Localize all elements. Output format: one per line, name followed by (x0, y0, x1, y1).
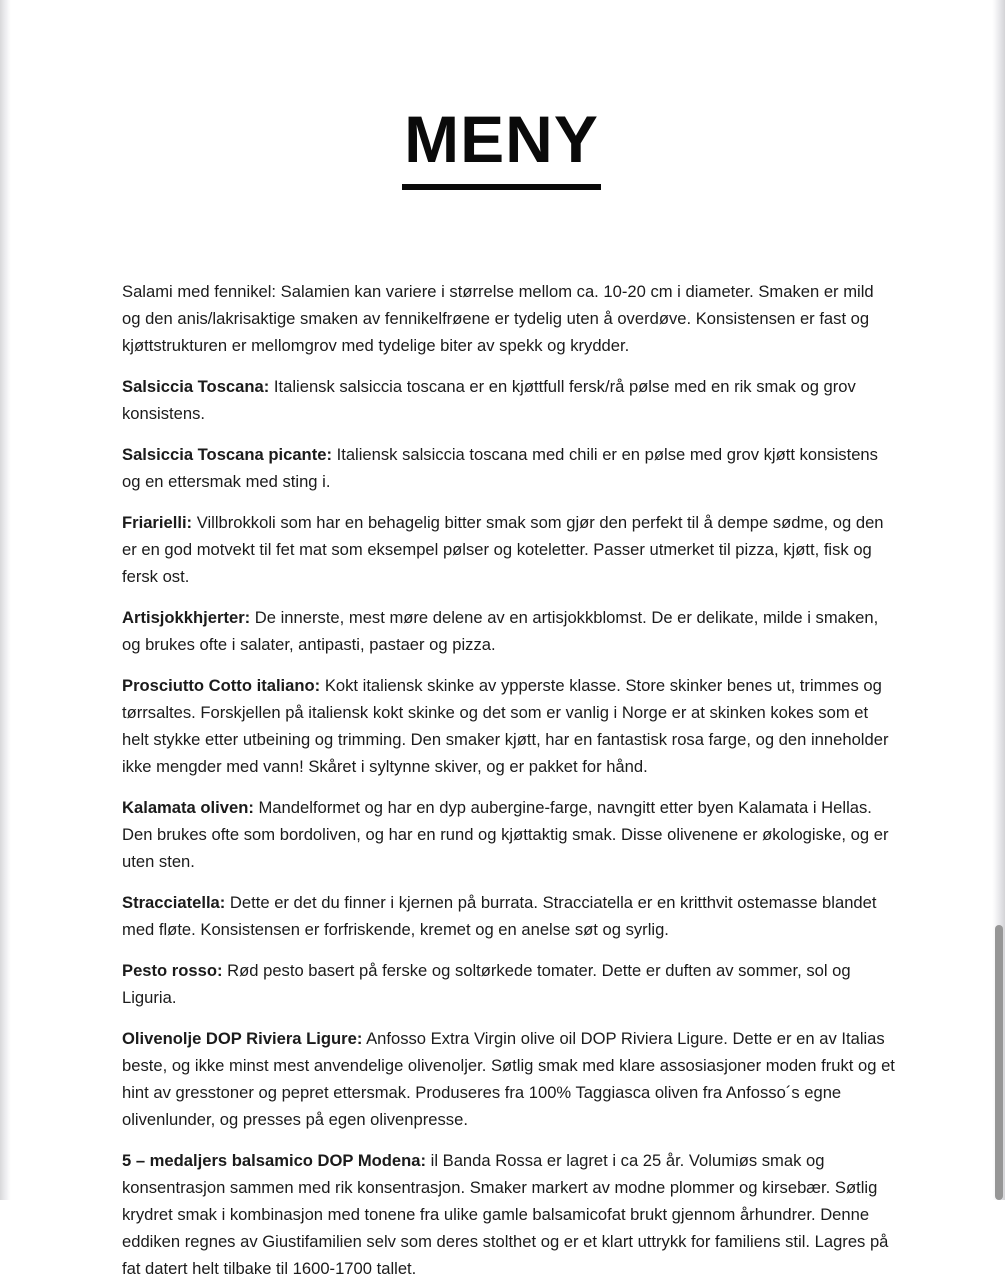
menu-entry-description: Anfosso Extra Virgin olive oil DOP Riviera Ligure. Dette er en av Italias beste, og ikke minst mest anvendelige olivenoljer. Søtlig smak med klare assosiasjoner moden frukt og et hint av gresstoner og pepret ettersmak. Produseres fra 100% Taggiasca oliven fra Anfosso´s egne olivenlunder, og presses på egen olivenpresse. (122, 1029, 895, 1130)
menu-entry-description: Villbrokkoli som har en behagelig bitter smak som gjør den perfekt til å dempe sødme, og den er en god motvekt til fet mat som eksempel pølser og koteletter. Passer utmerket til pizza, kjøtt, fisk og fersk ost. (122, 513, 884, 587)
menu-entry (122, 373, 896, 427)
menu-entry (122, 1147, 896, 1282)
page-title: MENY (402, 106, 601, 190)
menu-entry-description: Italiensk salsiccia toscana er en kjøttfull fersk/rå pølse med en rik smak og grov konsistens. (122, 377, 856, 424)
menu-entry-term: 5 – medaljers balsamico DOP Modena: (122, 1151, 427, 1171)
menu-entry (122, 441, 896, 495)
menu-entry-description: Kokt italiensk skinke av ypperste klasse. Store skinker benes ut, trimmes og tørrsaltes. Forskjellen på italiensk kokt skinke og det som er vanlig i Norge er at skinken kokes som et helt stykke etter utbeining og trimming. Den smaker kjøtt, har en fantastisk rosa farge, og den inneholder ikke mengder med vann! Skåret i syltynne skiver, og er pakket for hånd. (122, 676, 889, 777)
menu-entry-term: Salsiccia Toscana: (122, 377, 270, 397)
menu-entry-description: Salamien kan variere i størrelse mellom ca. 10-20 cm i diameter. Smaken er mild og den anis/lakrisaktige smaken av fennikelfrøene er tydelig uten å overdøve. Konsistensen er fast og kjøttstrukturen er mellomgrov med tydelige biter av spekk og krydder. (122, 282, 874, 356)
menu-entry-description: Dette er det du finner i kjernen på burrata. Stracciatella er en kritthvit ostemasse blandet med fløte. Konsistensen er forfriskende, kremet og en anelse søt og syrlig. (122, 893, 877, 940)
menu-entry (122, 889, 896, 943)
menu-entry-description: Italiensk salsiccia toscana med chili er en pølse med grov kjøtt konsistens og en ettersmak med sting i. (122, 445, 878, 492)
menu-entry-description: Mandelformet og har en dyp aubergine-farge, navngitt etter byen Kalamata i Hellas. Den brukes ofte som bordoliven, og har en rund og kjøttaktig smak. Disse olivenene er økologiske, og er uten sten. (122, 798, 889, 872)
menu-entry-term: Artisjokkhjerter: (122, 608, 251, 628)
menu-entry-description: De innerste, mest møre delene av en artisjokkblomst. De er delikate, milde i smaken, og brukes ofte i salater, antipasti, pastaer og pizza. (122, 608, 879, 655)
menu-entry-term: Kalamata oliven: (122, 798, 254, 818)
menu-entry (122, 604, 896, 658)
menu-entry (122, 509, 896, 590)
menu-entry-term: Olivenolje DOP Riviera Ligure: (122, 1029, 363, 1049)
vertical-scrollbar[interactable] (992, 0, 1005, 1200)
menu-entry (122, 794, 896, 875)
menu-entry-term: Pesto rosso: (122, 961, 223, 981)
menu-entry (122, 1025, 896, 1133)
menu-entry-description: il Banda Rossa er lagret i ca 25 år. Volumiøs smak og konsentrasjon sammen med rik konsentrasjon. Smaker markert av modne plommer og kirsebær. Søtlig krydret smak i kombinasjon med tonene fra ulike gamle balsamicofat brukt gjennom århundrer. Denne eddiken regnes av Giustifamilien selv som deres stolthet og er et klart uttrykk for familiens stil. Lagres på fat datert helt tilbake til 1600-1700 tallet. (122, 1151, 889, 1279)
menu-entries-list (11, 234, 992, 1282)
vertical-scrollbar-thumb[interactable] (995, 925, 1003, 1200)
document-page (11, 0, 992, 1279)
page-title-container (11, 0, 992, 234)
menu-entry-description: Rød pesto basert på ferske og soltørkede tomater. Dette er duften av sommer, sol og Liguria. (122, 961, 851, 1008)
menu-entry-term: Stracciatella: (122, 893, 226, 913)
menu-entry-term: Salami med fennikel: (122, 282, 277, 302)
menu-entry (122, 278, 896, 359)
menu-entry-term: Friarielli: (122, 513, 193, 533)
menu-entry-term: Salsiccia Toscana picante: (122, 445, 332, 465)
menu-entry (122, 957, 896, 1011)
menu-entry-term: Prosciutto Cotto italiano: (122, 676, 321, 696)
page-left-edge-shadow (0, 0, 11, 1200)
menu-entry (122, 672, 896, 780)
